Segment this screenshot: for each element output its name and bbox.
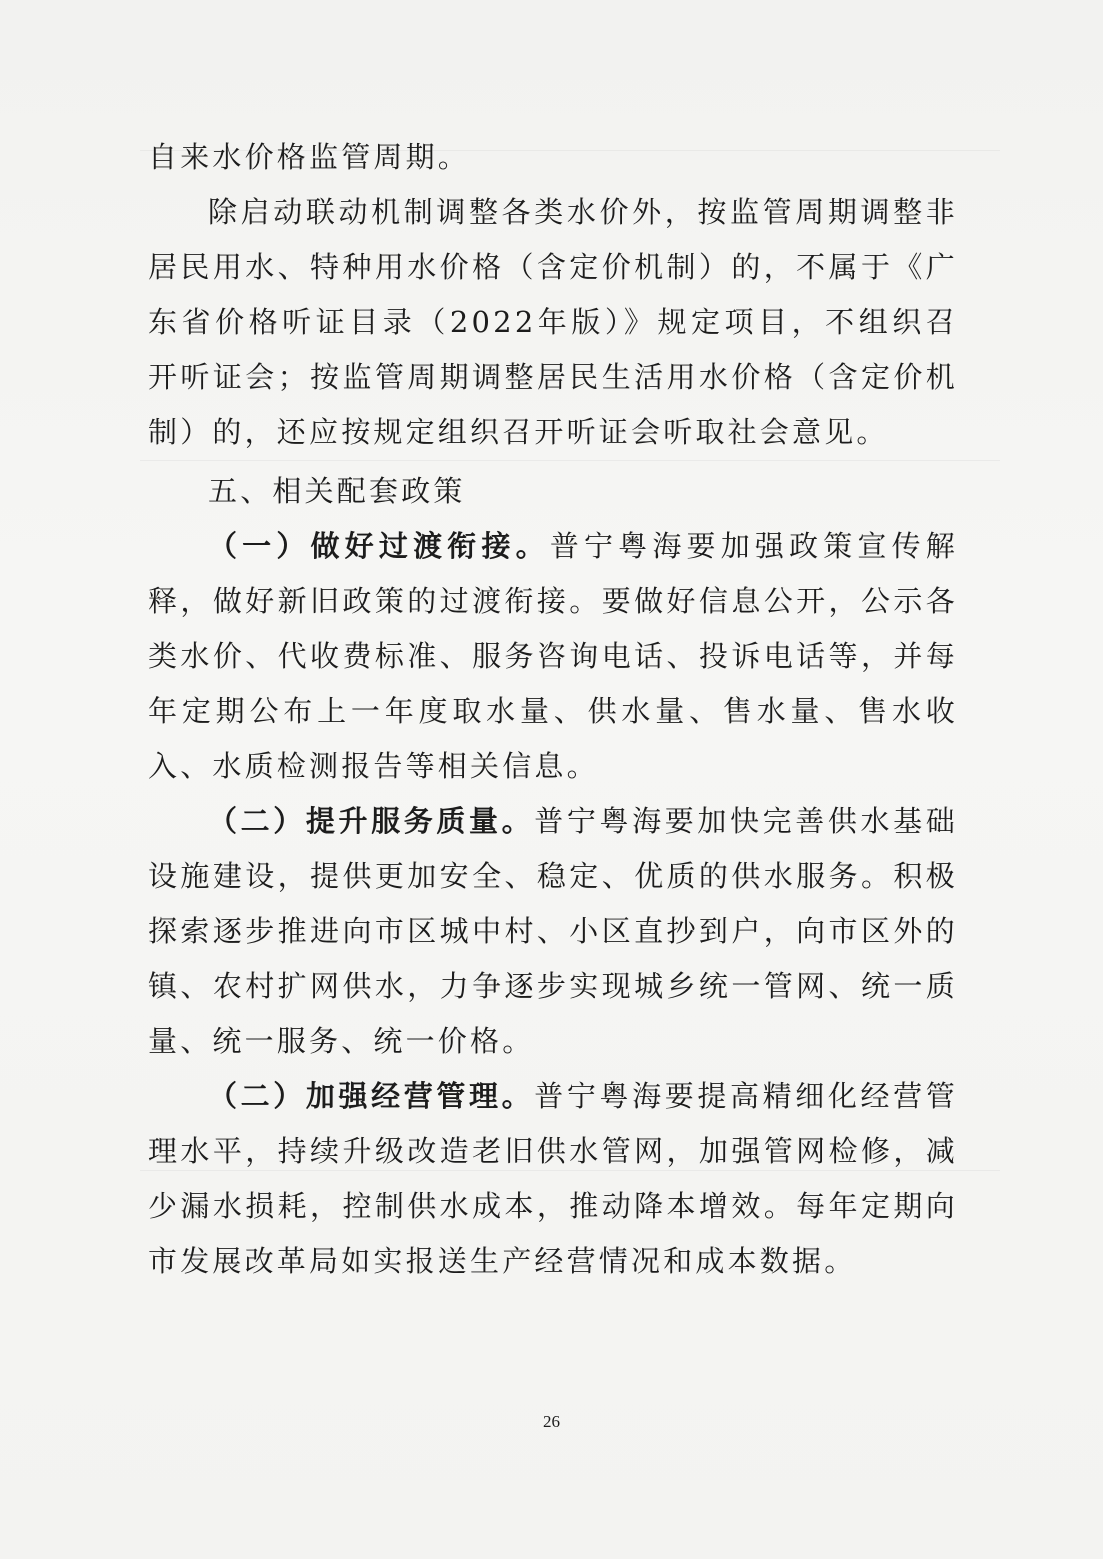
paragraph-continuation: 自来水价格监管周期。 [148, 140, 471, 174]
subsection-body: 普宁粤海要加快完善供水基础设施建设，提供更加安全、稳定、优质的供水服务。积极探索逐步推进向市区城中村、小区直抄到户，向市区外的镇、农村扩网供水，力争逐步实现城乡统一管网、统一质量、统一服务、统一价格。 [148, 804, 958, 1058]
page-number: 26 [543, 1412, 560, 1431]
subsection-heading: （二）提升服务质量。 [208, 804, 535, 838]
subsection-heading: （二）加强经营管理。 [208, 1079, 535, 1113]
subsection-service-quality [148, 794, 958, 1069]
paragraph-hearing-rules: 除启动联动机制调整各类水价外，按监管周期调整非居民用水、特种用水价格（含定价机制）的，不属于《广东省价格听证目录（2022年版）》规定项目，不组织召开听证会；按监管周期调整居民生活用水价格（含定价机制）的，还应按规定组织召开听证会听取社会意见。 [148, 195, 958, 449]
subsection-transition [148, 519, 958, 794]
subsection-body: 普宁粤海要加强政策宣传解释，做好新旧政策的过渡衔接。要做好信息公开，公示各类水价、代收费标准、服务咨询电话、投诉电话等，并每年定期公布上一年度取水量、供水量、售水量、售水收入、水质检测报告等相关信息。 [148, 529, 958, 783]
section-title: 五、相关配套政策 [208, 474, 466, 508]
document-body [148, 130, 958, 1289]
subsection-heading: （一）做好过渡衔接。 [208, 529, 550, 563]
subsection-operations [148, 1069, 958, 1289]
subsection-body: 普宁粤海要提高精细化经营管理水平，持续升级改造老旧供水管网，加强管网检修，减少漏水损耗，控制供水成本，推动降本增效。每年定期向市发展改革局如实报送生产经营情况和成本数据。 [148, 1079, 958, 1278]
